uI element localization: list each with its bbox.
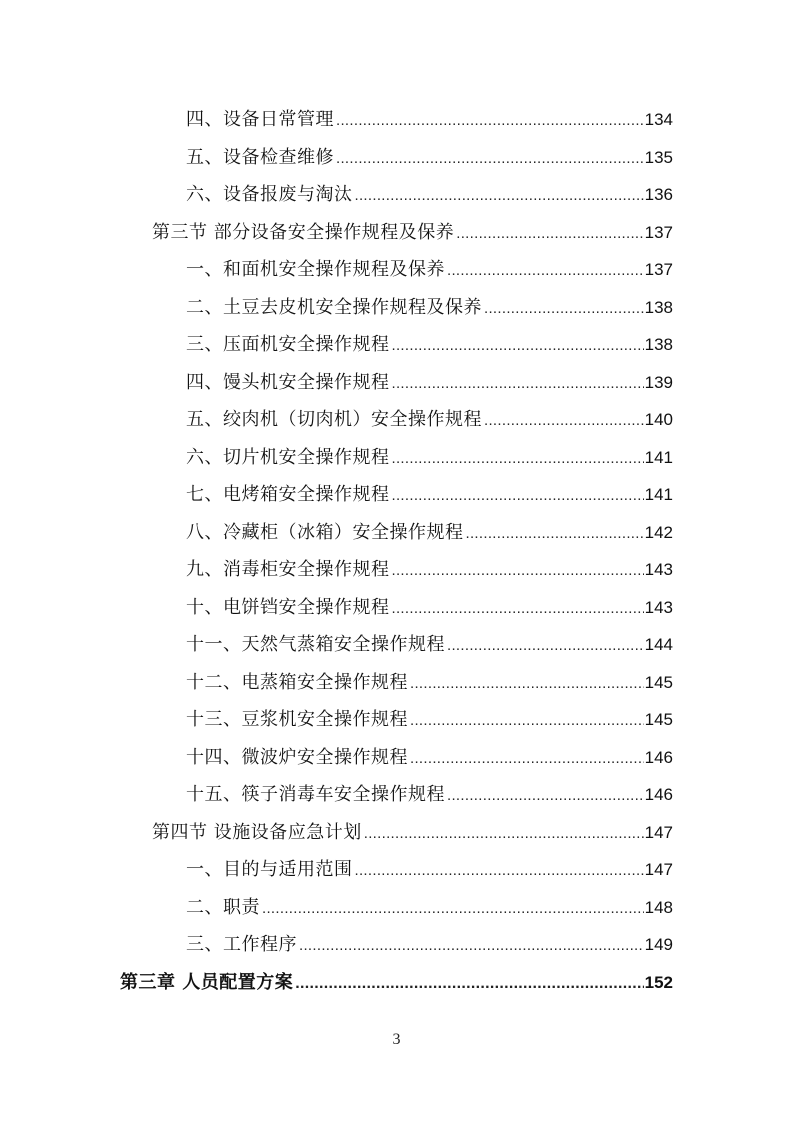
- toc-leader-dots: [262, 889, 644, 926]
- toc-entry[interactable]: [186, 701, 673, 738]
- toc-entry[interactable]: [186, 176, 673, 213]
- toc-leader-dots: [336, 139, 644, 176]
- toc-entry[interactable]: [186, 364, 673, 401]
- toc-entry-page: 137: [644, 260, 673, 279]
- toc-leader-dots: [355, 851, 644, 888]
- toc-entry[interactable]: [186, 139, 673, 176]
- toc-leader-dots: [484, 401, 644, 438]
- toc-entry-title: 二、职责: [186, 896, 260, 918]
- toc-chapter-entry[interactable]: [120, 964, 673, 1001]
- toc-entry-title: 六、设备报废与淘汰: [186, 184, 353, 205]
- toc-entry-page: 147: [644, 822, 673, 842]
- toc-leader-dots: [392, 589, 644, 626]
- toc-entry-page: 141: [644, 485, 673, 504]
- toc-entry-title: 四、设备日常管理: [186, 109, 334, 130]
- toc-entry-page: 139: [644, 372, 673, 392]
- toc-entry[interactable]: [186, 589, 673, 626]
- toc-entry-page: 145: [644, 672, 673, 692]
- toc-entry-page: 143: [644, 560, 673, 579]
- toc-entry-page: 146: [644, 747, 673, 767]
- toc-entry-page: 138: [644, 297, 673, 317]
- toc-leader-dots: [466, 514, 644, 551]
- toc-entry-page: 140: [644, 410, 673, 429]
- toc-entry-title: 一、目的与适用范围: [186, 859, 353, 880]
- toc-leader-dots: [392, 551, 644, 588]
- toc-leader-dots: [355, 176, 644, 213]
- toc-entry-page: 147: [644, 860, 673, 879]
- toc-leader-dots: [410, 739, 644, 776]
- toc-leader-dots: [410, 664, 644, 701]
- toc-entry-page: 146: [644, 785, 673, 804]
- toc-entry-title: 五、设备检查维修: [186, 146, 334, 168]
- toc-entry-title: 七、电烤箱安全操作规程: [186, 484, 390, 505]
- toc-leader-dots: [364, 814, 644, 851]
- toc-leader-dots: [392, 476, 644, 513]
- toc-entry[interactable]: [186, 439, 673, 476]
- toc-entry-title: 八、冷藏柜（冰箱）安全操作规程: [186, 521, 464, 543]
- toc-leader-dots: [392, 326, 644, 363]
- toc-entry-title: 三、工作程序: [186, 934, 297, 955]
- toc-entry-page: 141: [644, 447, 673, 467]
- toc-entry[interactable]: [186, 926, 673, 963]
- toc-leader-dots: [410, 701, 644, 738]
- toc-entry[interactable]: [186, 551, 673, 588]
- toc-entry-page: 145: [644, 710, 673, 729]
- toc-entry-page: 148: [644, 897, 673, 917]
- page-number: 3: [392, 1031, 401, 1048]
- toc-entry-title: 十、电饼铛安全操作规程: [186, 596, 390, 618]
- toc-leader-dots: [336, 101, 644, 138]
- toc-leader-dots: [299, 926, 644, 963]
- toc-entry[interactable]: [186, 514, 673, 551]
- toc-entry[interactable]: [186, 776, 673, 813]
- toc-leader-dots: [456, 214, 643, 251]
- toc-entry-title: 十四、微波炉安全操作规程: [186, 746, 408, 768]
- toc-entry-page: 134: [644, 110, 673, 129]
- toc-leader-dots: [447, 251, 644, 288]
- toc-leader-dots: [392, 364, 644, 401]
- toc-entry-title: 十一、天然气蒸箱安全操作规程: [186, 634, 445, 655]
- toc-entry-page: 135: [644, 147, 673, 167]
- toc-entry-page: 144: [644, 635, 673, 654]
- toc-entry-page: 136: [644, 185, 673, 204]
- toc-entry[interactable]: [186, 889, 673, 926]
- toc-entry-title: 三、压面机安全操作规程: [186, 334, 390, 355]
- toc-leader-dots: [295, 964, 643, 1001]
- toc-entry[interactable]: [186, 401, 673, 438]
- toc-leader-dots: [392, 439, 644, 476]
- toc-entry[interactable]: [186, 251, 673, 288]
- toc-entry-title: 一、和面机安全操作规程及保养: [186, 259, 445, 280]
- toc-entry-page: 149: [644, 935, 673, 954]
- toc-entry[interactable]: [186, 289, 673, 326]
- toc-entry-title: 第三节 部分设备安全操作规程及保养: [152, 221, 455, 243]
- toc-entry-title: 四、馒头机安全操作规程: [186, 371, 390, 393]
- toc-leader-dots: [447, 626, 644, 663]
- toc-entry[interactable]: [186, 739, 673, 776]
- toc-entry[interactable]: [186, 326, 673, 363]
- toc-entry-title: 第四节 设施设备应急计划: [152, 821, 362, 843]
- toc-section-entry[interactable]: [152, 214, 673, 251]
- toc-entry[interactable]: [186, 476, 673, 513]
- toc-entry[interactable]: [186, 664, 673, 701]
- toc-entry-title: 十五、筷子消毒车安全操作规程: [186, 784, 445, 805]
- toc-entry-page: 138: [644, 335, 673, 354]
- toc-entry-page: 137: [644, 222, 673, 242]
- toc-entry-page: 142: [644, 522, 673, 542]
- toc-entry-title: 五、绞肉机（切肉机）安全操作规程: [186, 409, 482, 430]
- toc-leader-dots: [484, 289, 644, 326]
- toc-entry-title: 十三、豆浆机安全操作规程: [186, 709, 408, 730]
- toc-entry-title: 十二、电蒸箱安全操作规程: [186, 671, 408, 693]
- toc-entry-page: 152: [644, 972, 673, 992]
- toc-entry[interactable]: [186, 851, 673, 888]
- toc-entry-page: 143: [644, 597, 673, 617]
- toc-leader-dots: [447, 776, 644, 813]
- toc-entry-title: 六、切片机安全操作规程: [186, 446, 390, 468]
- toc-entry-title: 第三章 人员配置方案: [120, 971, 294, 993]
- toc-entry-title: 二、土豆去皮机安全操作规程及保养: [186, 296, 482, 318]
- toc-entry-title: 九、消毒柜安全操作规程: [186, 559, 390, 580]
- toc-entry[interactable]: [186, 626, 673, 663]
- toc-entry[interactable]: [186, 101, 673, 138]
- toc-section-entry[interactable]: [152, 814, 673, 851]
